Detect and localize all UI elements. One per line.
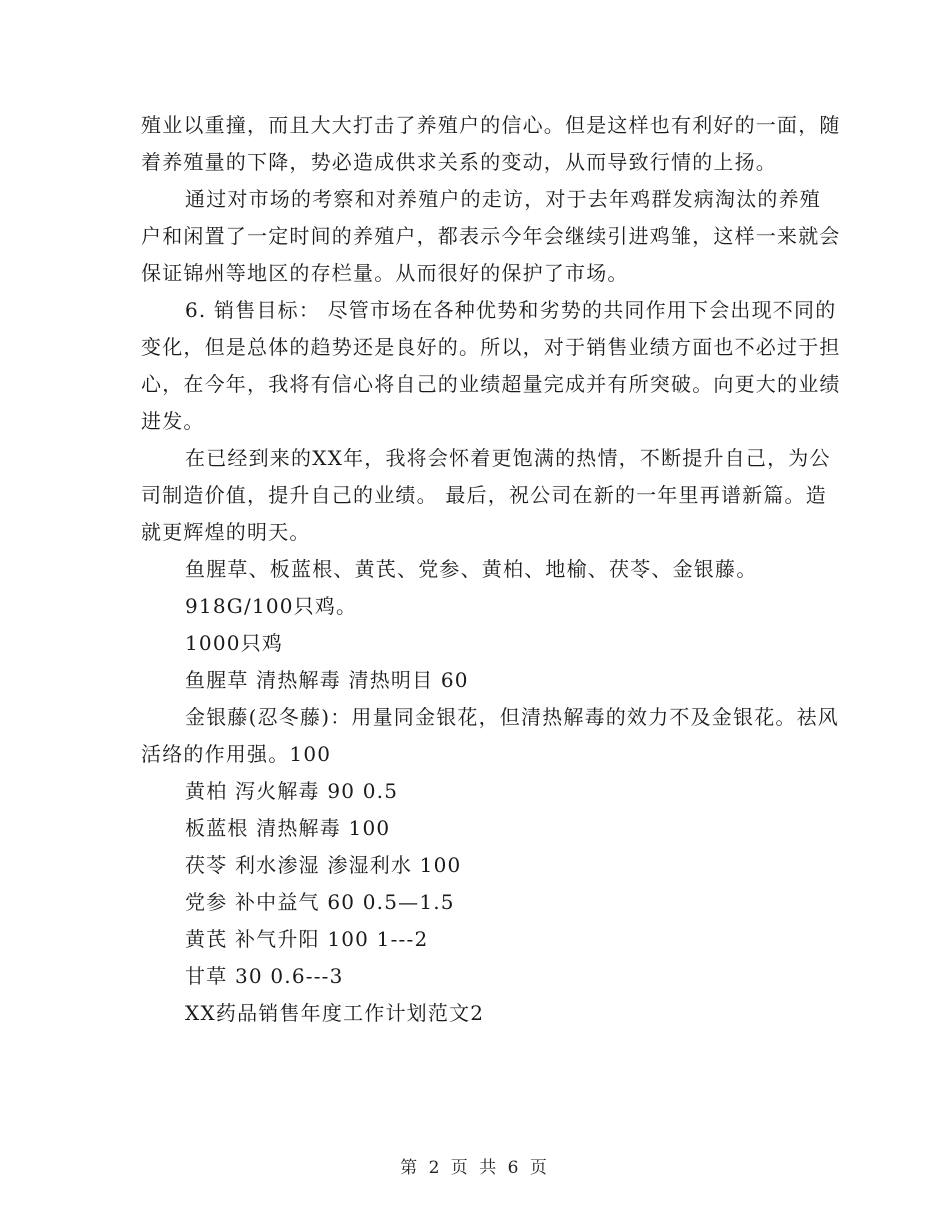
- paragraph-closing: 在已经到来的XX年，我将会怀着更饱满的热情，不断提升自己，为公司制造价值，提升自己的业绩。 最后，祝公司在新的一年里再谱新篇。造就更辉煌的明天。: [141, 446, 831, 544]
- herb-entry-banlangen: 板蓝根 清热解毒 100: [185, 816, 391, 840]
- paragraph-continuation: 殖业以重撞，而且大大打击了养殖户的信心。但是这样也有利好的一面，随着养殖量的下降，势必造成供求关系的变动，从而导致行情的上扬。: [141, 113, 841, 174]
- herb-entry-huangqi: 黄芪 补气升阳 100 1---2: [185, 927, 429, 951]
- dosage-line: 918G/100只鸡。: [185, 594, 358, 618]
- paragraph-sales-target: 6. 销售目标： 尽管市场在各种优势和劣势的共同作用下会出现不同的变化，但是总体的趋势还是良好的。所以，对于销售业绩方面也不必过于担心，在今年，我将有信心将自己的业绩超量完成并有所突破。向更大的业绩进发。: [141, 298, 841, 433]
- herb-entry-yuxingcao: 鱼腥草 清热解毒 清热明目 60: [185, 668, 469, 692]
- herb-entry-gancao: 甘草 30 0.6---3: [185, 964, 344, 988]
- herb-entry-dangshen: 党参 补中益气 60 0.5—1.5: [185, 890, 455, 914]
- next-section-title: XX药品销售年度工作计划范文2: [185, 1001, 485, 1025]
- herb-entry-fuling: 茯苓 利水渗湿 渗湿利水 100: [185, 853, 462, 877]
- herb-list: 鱼腥草、板蓝根、黄芪、党参、黄柏、地榆、茯苓、金银藤。: [185, 557, 758, 581]
- page-number-footer: 第 2 页 共 6 页: [400, 1158, 550, 1178]
- herb-entry-huangbai: 黄柏 泻火解毒 90 0.5: [185, 779, 399, 803]
- paragraph-market-survey: 通过对市场的考察和对养殖户的走访，对于去年鸡群发病淘汰的养殖户和闲置了一定时间的养殖户，都表示今年会继续引进鸡雏，这样一来就会保证锦州等地区的存栏量。从而很好的保护了市场。: [141, 187, 841, 285]
- document-body: [141, 107, 841, 1032]
- chicken-count-line: 1000只鸡: [185, 631, 284, 655]
- herb-entry-jinyinteng: 金银藤(忍冬藤)：用量同金银花，但清热解毒的效力不及金银花。祛风活络的作用强。100: [141, 705, 840, 766]
